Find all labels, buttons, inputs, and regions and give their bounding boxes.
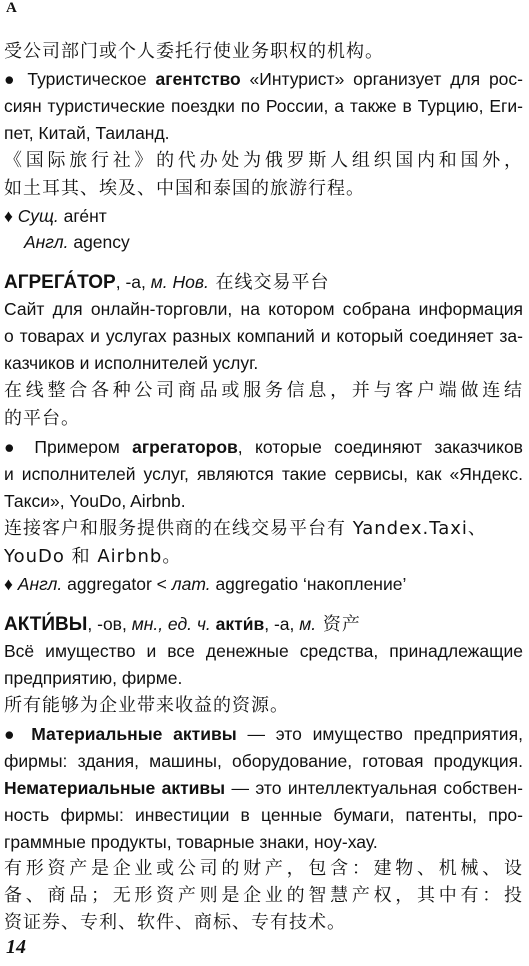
derivative-line: ♦ Сущ. аге́нт <box>4 206 107 226</box>
example-line: ● Материальные активы — это имущество предприятия, <box>4 724 523 744</box>
example-line: и исполнителей услуг, являются такие сервисы, как «Яндекс. <box>4 464 523 484</box>
zh-example-line: 资证券、专利、软件、商标、专有技术。 <box>4 912 346 933</box>
example-line: фирмы: здания, машины, оборудование, готовая продукция. <box>4 751 523 771</box>
definition-line: о товарах и услугах разных компаний и который соединяет за- <box>4 326 523 346</box>
etymology-line: ♦ Англ. aggregator < лат. aggregatio ‘накопление’ <box>4 574 407 594</box>
definition-line: казчиков и исполнителей услуг. <box>4 353 259 373</box>
definition-line: Всё имущество и все денежные средства, принадлежащие <box>4 641 523 661</box>
definition-line: Сайт для онлайн-торговли, на котором собрана информация <box>4 299 523 319</box>
example-line: ● Туристическое агентство «Интурист» организует для рос- <box>4 69 523 89</box>
zh-definition-line: 的平台。 <box>4 408 80 429</box>
example-line: пет, Китай, Таиланд. <box>4 123 170 143</box>
page-number: 14 <box>6 936 26 958</box>
example-line: Такси», YouDo, Airbnb. <box>4 491 186 511</box>
zh-example-line: 如土耳其、埃及、中国和泰国的旅游行程。 <box>4 178 365 199</box>
example-line: сиян туристические поездки по России, а также в Турцию, Еги- <box>4 96 523 116</box>
headword-aktivy: АКТИ́ВЫ, -ов, мн., ед. ч. акти́в, -а, м. 资产 <box>4 614 361 635</box>
example-line: граммные продукты, товарные знаки, ноу-хау. <box>4 832 378 852</box>
zh-example-line: 连接客户和服务提供商的在线交易平台有 Yandex.Taxi、 <box>4 518 487 539</box>
zh-example-line: YouDo 和 Airbnb。 <box>4 546 182 567</box>
example-line: Нематериальные активы — это интеллектуальная собствен- <box>4 778 523 798</box>
zh-example-line: 有形资产是企业或公司的财产，包含：建物、机械、设 <box>4 858 523 879</box>
english-line: Англ. agency <box>24 232 130 252</box>
definition-line: предприятию, фирме. <box>4 668 183 688</box>
zh-definition-line: 所有能够为企业带来收益的资源。 <box>4 695 289 716</box>
corner-letter: А <box>6 0 17 16</box>
headword-agregator: АГРЕГА́ТОР, -а, м. Нов. 在线交易平台 <box>4 272 330 293</box>
example-line: ● Примером агрегаторов, которые соединяют заказчиков <box>4 437 523 457</box>
zh-example-line: 备、商品；无形资产则是企业的智慧产权，其中有：投 <box>4 885 523 906</box>
example-line: ность фирмы: инвестиции в ценные бумаги, патенты, про- <box>4 805 523 825</box>
zh-example-line: 《国际旅行社》的代办处为俄罗斯人组织国内和国外， <box>4 150 523 171</box>
zh-definition-agentstvo: 受公司部门或个人委托行使业务职权的机构。 <box>4 41 384 62</box>
zh-definition-line: 在线整合各种公司商品或服务信息，并与客户端做连结 <box>4 380 523 401</box>
